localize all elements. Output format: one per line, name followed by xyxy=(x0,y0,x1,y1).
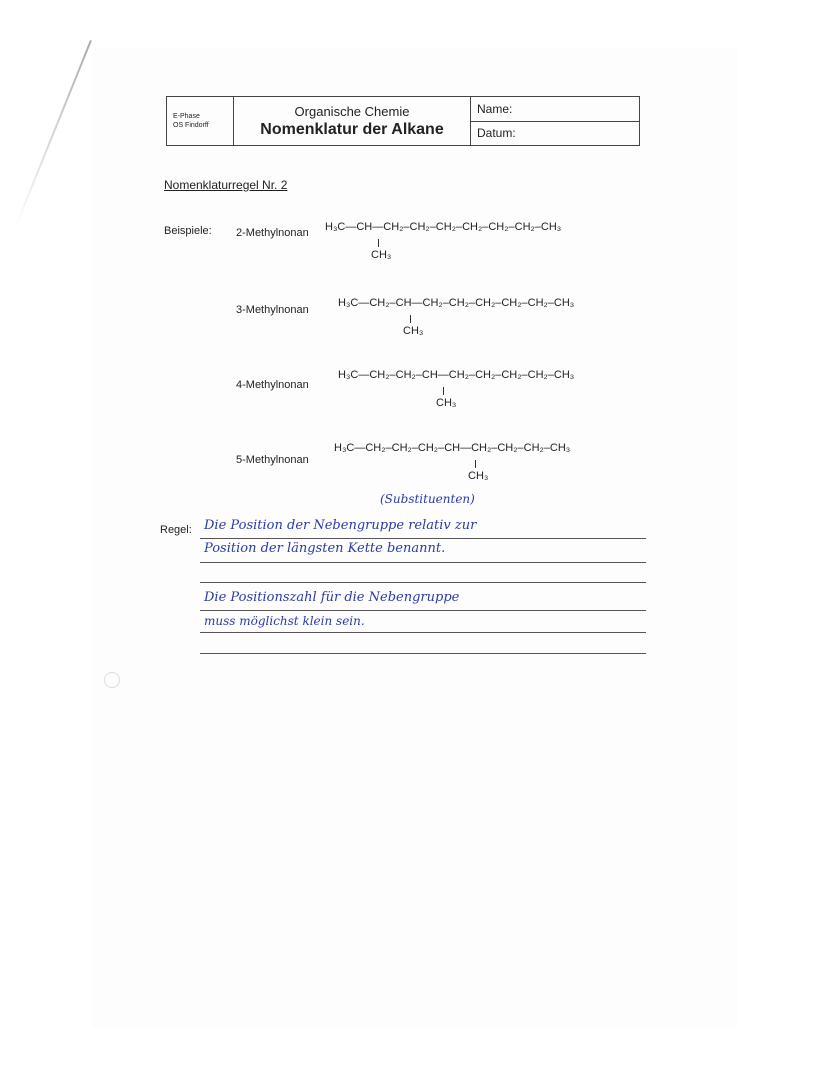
bond-line-2 xyxy=(410,315,411,323)
rule-label: Regel: xyxy=(160,524,192,536)
handwritten-line-3: Die Positionszahl für die Nebengruppe xyxy=(204,590,460,605)
handwritten-line-2: Position der längsten Kette benannt. xyxy=(204,541,446,556)
example-formula-2: H₃C—CH₂–CH—CH₂–CH₂–CH₂–CH₂–CH₂–CH₃ xyxy=(338,297,575,309)
example-branch-1: CH₃ xyxy=(371,249,392,261)
example-name-2: 3-Methylnonan xyxy=(236,304,309,316)
bond-line-4 xyxy=(475,460,476,468)
handwritten-annotation: (Substituenten) xyxy=(380,492,475,506)
example-name-4: 5-Methylnonan xyxy=(236,454,309,466)
rule-line-2 xyxy=(200,562,646,563)
rule-heading: Nomenklaturregel Nr. 2 xyxy=(164,178,288,192)
rule-line-4 xyxy=(200,610,646,611)
worksheet-title: Nomenklatur der Alkane xyxy=(260,120,444,138)
example-branch-3: CH₃ xyxy=(436,397,457,409)
header-fields xyxy=(471,97,639,145)
example-formula-3: H₃C—CH₂–CH₂–CH—CH₂–CH₂–CH₂–CH₂–CH₃ xyxy=(338,369,575,381)
rule-line-6 xyxy=(200,653,646,654)
worksheet-header xyxy=(166,96,640,146)
bond-line-3 xyxy=(443,387,444,395)
example-branch-2: CH₃ xyxy=(403,325,424,337)
examples-label: Beispiele: xyxy=(164,225,212,237)
header-title-block xyxy=(234,97,471,145)
subject-label: Organische Chemie xyxy=(294,103,410,119)
example-name-3: 4-Methylnonan xyxy=(236,379,309,391)
example-formula-4: H₃C—CH₂–CH₂–CH₂–CH—CH₂–CH₂–CH₂–CH₃ xyxy=(334,442,571,454)
example-branch-4: CH₃ xyxy=(468,470,489,482)
rule-line-5 xyxy=(200,632,646,633)
date-field: Datum: xyxy=(477,126,516,141)
name-field: Name: xyxy=(471,97,639,122)
handwritten-line-4: muss möglichst klein sein. xyxy=(204,614,365,628)
rule-line-1 xyxy=(200,538,646,539)
paper-crease xyxy=(15,40,92,226)
handwritten-line-1: Die Position der Nebengruppe relativ zur xyxy=(204,518,477,533)
rule-line-3 xyxy=(200,582,646,583)
example-name-1: 2-Methylnonan xyxy=(236,227,309,239)
school-info xyxy=(167,97,234,145)
bond-line-1 xyxy=(378,239,379,247)
example-formula-1: H₃C—CH—CH₂–CH₂–CH₂–CH₂–CH₂–CH₂–CH₃ xyxy=(325,221,562,233)
school-name: OS Findorff xyxy=(173,122,209,129)
punch-hole xyxy=(104,672,120,688)
school-phase: E-Phase xyxy=(173,113,200,120)
